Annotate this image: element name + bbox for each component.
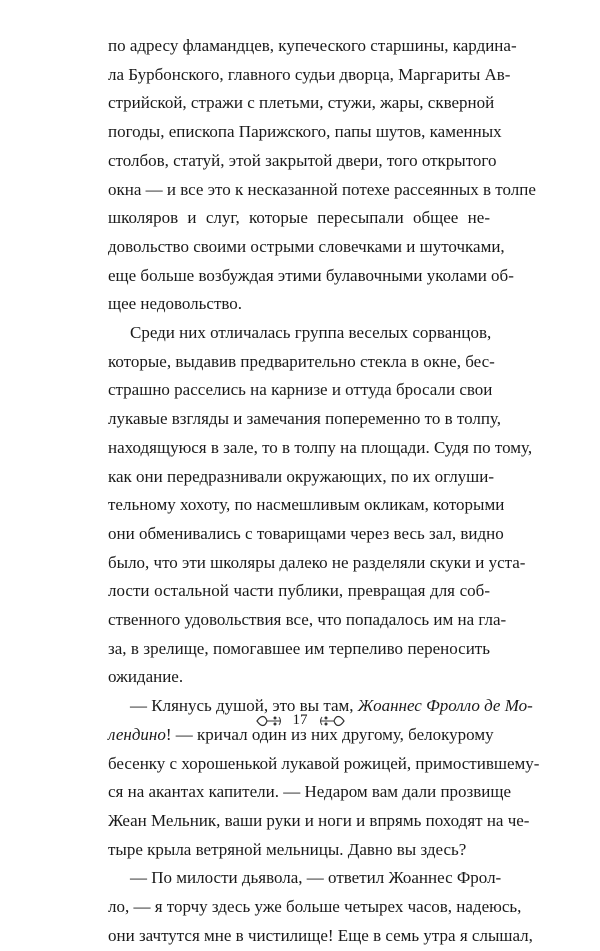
page-footer	[0, 712, 600, 729]
text-line: бесенку с хорошенькой лукавой рожицей, примостившему-	[108, 753, 540, 773]
text-line: Жеан Мельник, ваши руки и ноги и впрямь походят на че-	[108, 810, 530, 830]
text-line: Среди них отличалась группа веселых сорванцов,	[130, 323, 492, 343]
text-line: окна — и все это к несказанной потехе рассеянных в толпе	[108, 179, 536, 199]
text-line: стрийской, стражи с плетьми, стужи, жары, скверной	[108, 93, 495, 113]
text-line: за, в зрелище, помогавшее им терпеливо переносить	[108, 638, 490, 658]
text-line: тельному хохоту, по насмешливым окликам, которыми	[108, 495, 505, 515]
text-line: которые, выдавив предварительно стекла в окне, бес-	[108, 351, 495, 371]
text-line: лукавые взгляды и замечания попеременно то в толпу,	[108, 409, 501, 429]
text-line: тыре крыла ветряной мельницы. Давно вы здесь?	[108, 839, 467, 859]
italic-name: Жоаннес Фролло де Мо-	[357, 696, 533, 716]
text-line: находящуюся в зале, то в толпу на площади. Судя по тому,	[108, 437, 533, 457]
text-line: они зачтутся мне в чистилище! Еще в семь утра я слышал,	[108, 925, 533, 945]
page-number: 17	[292, 712, 308, 728]
text-line: ла Бурбонского, главного судьи дворца, Маргариты Ав-	[108, 64, 511, 84]
text-line: ло, — я торчу здесь уже больше четырех часов, надеюсь,	[108, 897, 522, 917]
text-line: еще больше возбуждая этими булавочными уколами об-	[108, 265, 514, 285]
text-line: по адресу фламандцев, купеческого старшины, кардина-	[108, 36, 517, 55]
text-line: столбов, статуй, этой закрытой двери, того открытого	[108, 150, 497, 170]
text-line: довольство своими острыми словечками и шуточками,	[108, 236, 505, 256]
body-text	[108, 32, 540, 951]
text-line: — Клянусь душой, это вы там, Жоаннес Фролло де Мо-	[130, 696, 533, 716]
ornament-left-icon	[255, 714, 283, 728]
text-line: страшно расселись на карнизе и оттуда бросали свои	[108, 380, 493, 400]
text-line: лости остальной части публики, превращая для соб-	[108, 581, 490, 601]
text-line: ожидание.	[108, 667, 184, 687]
text-line: лендино! — кричал один из них другому, белокурому	[108, 724, 494, 744]
text-line: ственного удовольствия все, что попадалось им на гла-	[108, 610, 507, 630]
text-line: как они передразнивали окружающих, по их оглуши-	[108, 466, 495, 486]
text-line: погоды, епископа Парижского, папы шутов, каменных	[108, 122, 502, 142]
text-line: — По милости дьявола, — ответил Жоаннес Фрол-	[130, 868, 502, 888]
text-line: ся на акантах капители. — Недаром вам дали прозвище	[108, 782, 512, 802]
text-line: они обменивались с товарищами через весь зал, видно	[108, 523, 504, 543]
text-line: было, что эти школяры далеко не разделяли скуки и уста-	[108, 552, 526, 572]
ornament-right-icon	[318, 714, 346, 728]
text-line: школяров и слуг, которые пересыпали общее не-	[108, 208, 490, 228]
italic-name: лендино	[108, 724, 166, 744]
text-line: щее недовольство.	[108, 294, 243, 314]
